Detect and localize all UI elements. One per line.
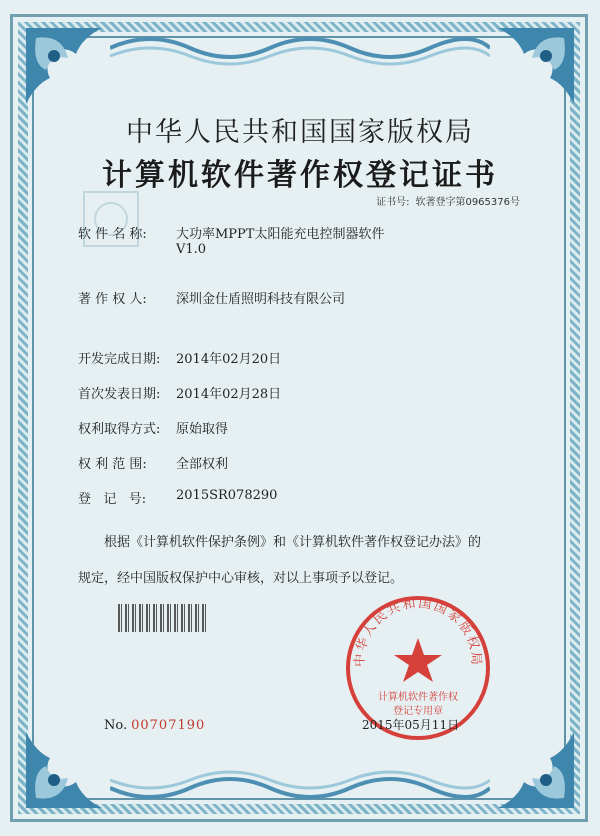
issuer-name: 中华人民共和国国家版权局 <box>126 117 474 148</box>
statement-line-1: 根据《计算机软件保护条例》和《计算机软件著作权登记办法》的 <box>104 535 482 550</box>
corner-ornament-icon <box>22 720 114 812</box>
field-value: 原始取得 <box>176 422 229 437</box>
field-value <box>176 223 384 257</box>
certificate-number-label: 证书号: <box>376 197 410 208</box>
serial-label: No. <box>104 718 128 733</box>
field-label: 著 作 权 人: <box>78 292 147 307</box>
seal-line-2: 登记专用章 <box>393 706 443 717</box>
bottom-scroll-ornament-icon <box>110 770 490 806</box>
field-completion-date <box>78 348 281 367</box>
field-label: 首次发表日期: <box>78 387 161 402</box>
field-publication-date <box>78 383 281 402</box>
certificate-number <box>370 193 520 208</box>
field-value: 深圳金仕盾照明科技有限公司 <box>176 292 346 307</box>
field-value: 全部权利 <box>176 457 229 472</box>
field-label: 软 件 名 称: <box>78 227 147 242</box>
field-acquisition-method <box>78 418 228 437</box>
field-value: 2014年02月28日 <box>176 387 282 402</box>
certificate-number-value: 软著登字第0965376号 <box>415 197 520 208</box>
field-value: 2015SR078290 <box>176 488 278 503</box>
field-label: 权利取得方式: <box>78 422 161 437</box>
field-label: 登 记 号: <box>78 492 147 507</box>
field-label: 权 利 范 围: <box>78 457 147 472</box>
seal-line-1: 计算机软件著作权 <box>378 692 458 703</box>
field-value: 2014年02月20日 <box>176 352 282 367</box>
statement-line-2: 规定，经中国版权保护中心审核，对以上事项予以登记。 <box>78 571 404 586</box>
field-software-name <box>78 223 384 257</box>
field-registration-number <box>78 488 277 507</box>
corner-ornament-icon <box>486 720 578 812</box>
field-copyright-owner <box>78 288 345 307</box>
field-label: 开发完成日期: <box>78 352 161 367</box>
field-rights-scope <box>78 453 228 472</box>
software-name: 大功率MPPT太阳能充电控制器软件 <box>176 227 385 242</box>
top-scroll-ornament-icon <box>110 30 490 66</box>
serial-value: 00707190 <box>131 718 206 733</box>
corner-ornament-icon <box>22 24 114 116</box>
serial-number <box>104 718 205 733</box>
barcode <box>118 604 208 632</box>
corner-ornament-icon <box>486 24 578 116</box>
seal-ring-text: 中华人民共和国国家版权局 <box>352 596 484 668</box>
certificate-title: 计算机软件著作权登记证书 <box>102 158 498 193</box>
software-version: V1.0 <box>176 242 207 257</box>
issue-date: 2015年05月11日 <box>362 718 460 732</box>
